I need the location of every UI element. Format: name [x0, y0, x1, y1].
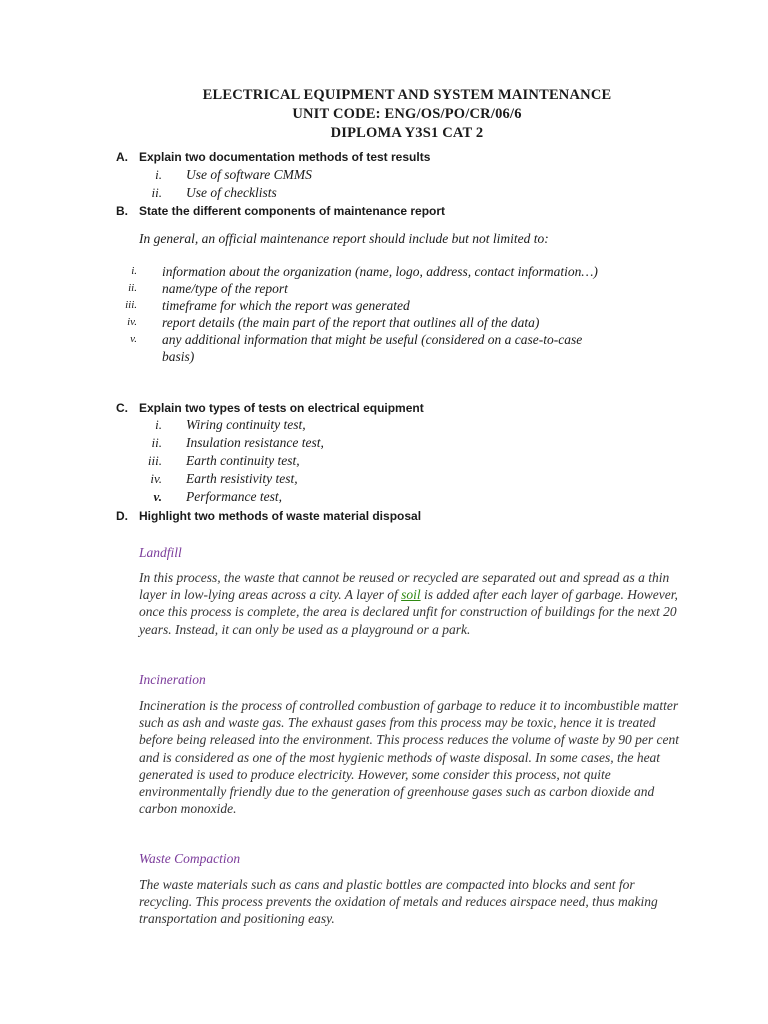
list-text: Earth resistivity test,	[186, 471, 298, 486]
question-d-letter: D.	[116, 509, 128, 523]
waste-compaction-heading: Waste Compaction	[139, 851, 241, 866]
incineration-heading: Incineration	[139, 672, 206, 687]
list-number: v.	[130, 333, 137, 345]
soil-link[interactable]: soil	[401, 587, 421, 603]
list-text: basis)	[162, 349, 195, 364]
list-text: timeframe for which the report was generated	[162, 298, 410, 313]
question-b-text: State the different components of maintenance report	[139, 204, 446, 218]
course-title: ELECTRICAL EQUIPMENT AND SYSTEM MAINTENANCE	[202, 87, 612, 103]
question-a-text: Explain two documentation methods of test results	[139, 150, 431, 164]
question-b	[116, 203, 445, 219]
question-d-text: Highlight two methods of waste material disposal	[139, 509, 422, 523]
question-a-letter: A.	[116, 150, 128, 164]
list-text: information about the organization (name, logo, address, contact information…)	[162, 264, 598, 279]
landfill-heading: Landfill	[139, 545, 182, 560]
unit-code: UNIT CODE: ENG/OS/PO/CR/06/6	[292, 106, 522, 122]
list-text: Earth continuity test,	[186, 453, 300, 468]
list-number: iii.	[147, 453, 162, 468]
question-a	[116, 149, 430, 165]
list-number: iv.	[127, 316, 137, 328]
document-header	[0, 86, 768, 143]
question-b-letter: B.	[116, 204, 128, 218]
list-number: i.	[155, 417, 162, 432]
waste-compaction-paragraph: The waste materials such as cans and plastic bottles are compacted into blocks and sent for recycling. This process prevents the oxidation of metals and reduces airspace need, thus making transportation and positioning easy.	[139, 877, 658, 927]
list-text: any additional information that might be useful (considered on a case-to-case	[162, 332, 583, 347]
list-text: report details (the main part of the report that outlines all of the data)	[162, 315, 540, 330]
question-c	[116, 400, 424, 416]
list-number: ii.	[128, 282, 137, 294]
list-text: Insulation resistance test,	[186, 435, 324, 450]
question-c-text: Explain two types of tests on electrical equipment	[139, 401, 424, 415]
list-text: Use of checklists	[186, 185, 277, 200]
class-cat: DIPLOMA Y3S1 CAT 2	[330, 125, 484, 141]
list-number: ii.	[151, 185, 162, 200]
question-c-letter: C.	[116, 401, 128, 415]
landfill-text-end: is added after each layer of garbage. However, once this process is complete, the area is declared unfit for construction of buildings for the next 20 years. Instead, it can only be used as a playground or a park.	[139, 587, 678, 637]
question-d	[116, 508, 421, 524]
landfill-text-start: In this process, the waste that cannot be reused or recycled are separated out and spread as a thin layer in low-lying areas across a city. A layer of	[139, 570, 670, 603]
list-text: name/type of the report	[162, 281, 288, 296]
list-text: Use of software CMMS	[186, 167, 312, 182]
list-number: v.	[153, 489, 162, 504]
list-text: Performance test,	[186, 489, 282, 504]
incineration-paragraph: Incineration is the process of controlled combustion of garbage to reduce it to incombustible matter such as ash and waste gas. The exhaust gases from this process may be toxic, hence it is treated before being released into the environment. This process reduces the volume of waste by 90 per cent and is considered as one of the most hygienic methods of waste disposal. In some cases, the heat generated is used to produce electricity. However, some consider this process, not quite environmentally friendly due to the generation of greenhouse gases such as carbon dioxide and carbon monoxide.	[139, 698, 679, 817]
report-intro: In general, an official maintenance report should include but not limited to:	[139, 231, 549, 246]
list-number: iv.	[150, 471, 162, 486]
list-text: Wiring continuity test,	[186, 417, 306, 432]
landfill-paragraph	[139, 569, 679, 638]
list-number: ii.	[151, 435, 162, 450]
list-number: i.	[155, 167, 162, 182]
list-number: iii.	[125, 299, 137, 311]
list-number: i.	[131, 265, 137, 277]
